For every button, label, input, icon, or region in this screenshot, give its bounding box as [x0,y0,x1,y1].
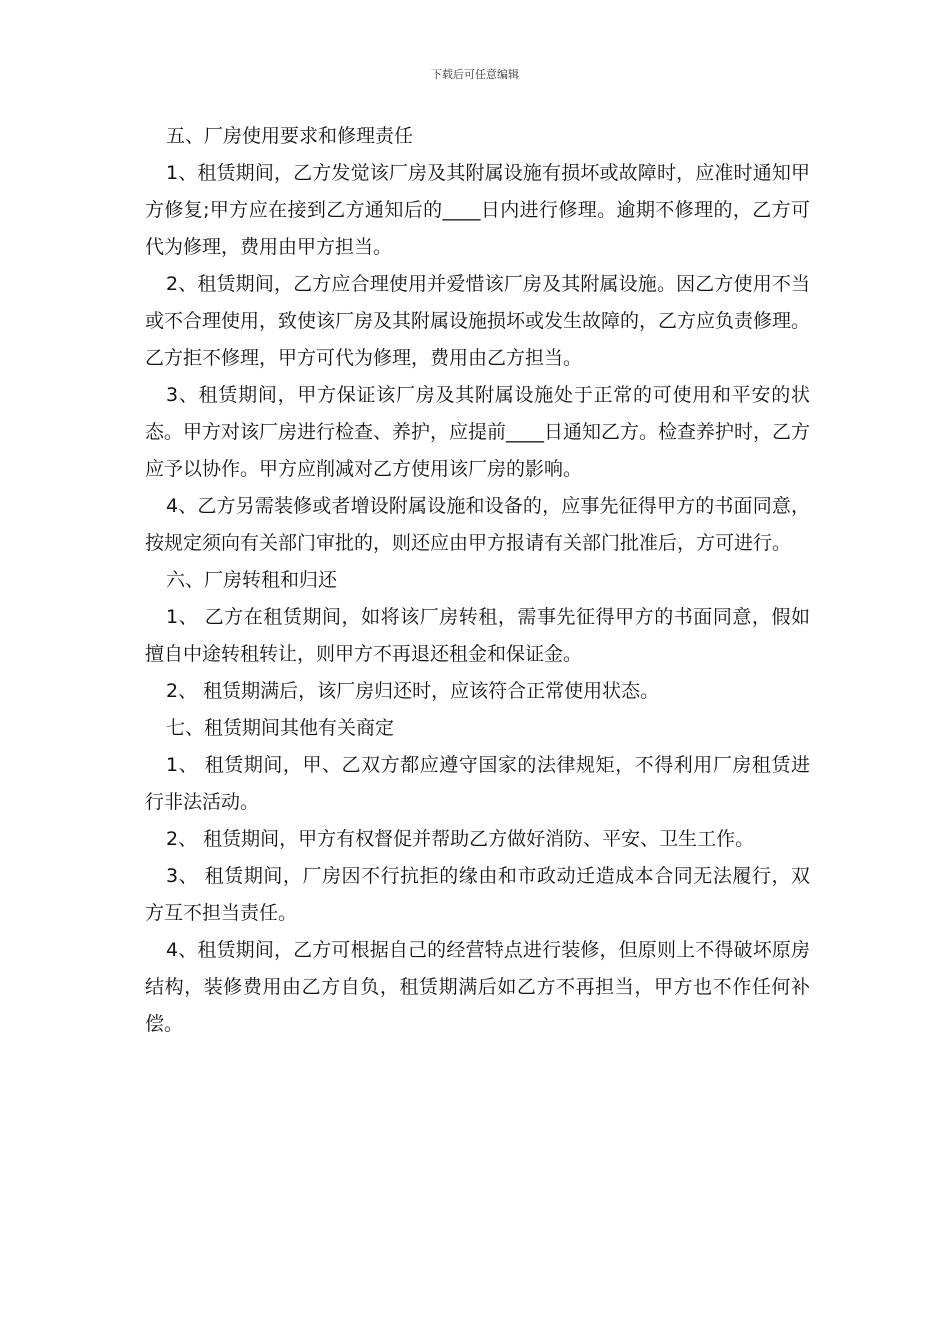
section-heading-6: 六、厂房转租和归还 [166,569,338,591]
clause-6-1: 1、 乙方在租赁期间，如将该厂房转租，需事先征得甲方的书面同意，假如擅自中途转租转让，则甲方不再退还租金和保证金。 [145,606,810,665]
section-heading-5: 五、厂房使用要求和修理责任 [166,125,414,147]
clause-7-1: 1、 租赁期间，甲、乙双方都应遵守国家的法律规矩，不得利用厂房租赁进行非法活动。 [145,754,810,813]
clause-7-3: 3、 租赁期间，厂房因不行抗拒的缘由和市政动迁造成本合同无法履行，双方互不担当责任。 [145,865,810,924]
clause-5-3: 3、租赁期间，甲方保证该厂房及其附属设施处于正常的可使用和平安的状态。甲方对该厂房进行检查、养护，应提前____日通知乙方。检查养护时，乙方应予以协作。甲方应削减对乙方使用该厂房的影响。 [145,384,811,480]
clause-7-4: 4、租赁期间，乙方可根据自己的经营特点进行装修，但原则上不得破坏原房结构，装修费用由乙方自负，租赁期满后如乙方不再担当，甲方也不作任何补偿。 [145,939,810,1035]
page-header-note: 下载后可任意编辑 [431,68,519,81]
clause-5-1: 1、租赁期间，乙方发觉该厂房及其附属设施有损坏或故障时，应准时通知甲方修复;甲方应在接到乙方通知后的____日内进行修理。逾期不修理的，乙方可代为修理，费用由甲方担当。 [145,162,810,258]
clause-7-2: 2、 租赁期间，甲方有权督促并帮助乙方做好消防、平安、卫生工作。 [166,828,755,850]
document-body [145,118,810,1043]
clause-5-2: 2、租赁期间，乙方应合理使用并爱惜该厂房及其附属设施。因乙方使用不当或不合理使用，致使该厂房及其附属设施损坏或发生故障的，乙方应负责修理。乙方拒不修理，甲方可代为修理，费用由乙方担当。 [145,273,811,369]
clause-6-2: 2、 租赁期满后，该厂房归还时，应该符合正常使用状态。 [166,680,660,702]
clause-5-4: 4、乙方另需装修或者增设附属设施和设备的，应事先征得甲方的书面同意，按规定须向有关部门审批的，则还应由甲方报请有关部门批准后，方可进行。 [145,495,810,554]
section-heading-7: 七、租赁期间其他有关商定 [166,717,395,739]
